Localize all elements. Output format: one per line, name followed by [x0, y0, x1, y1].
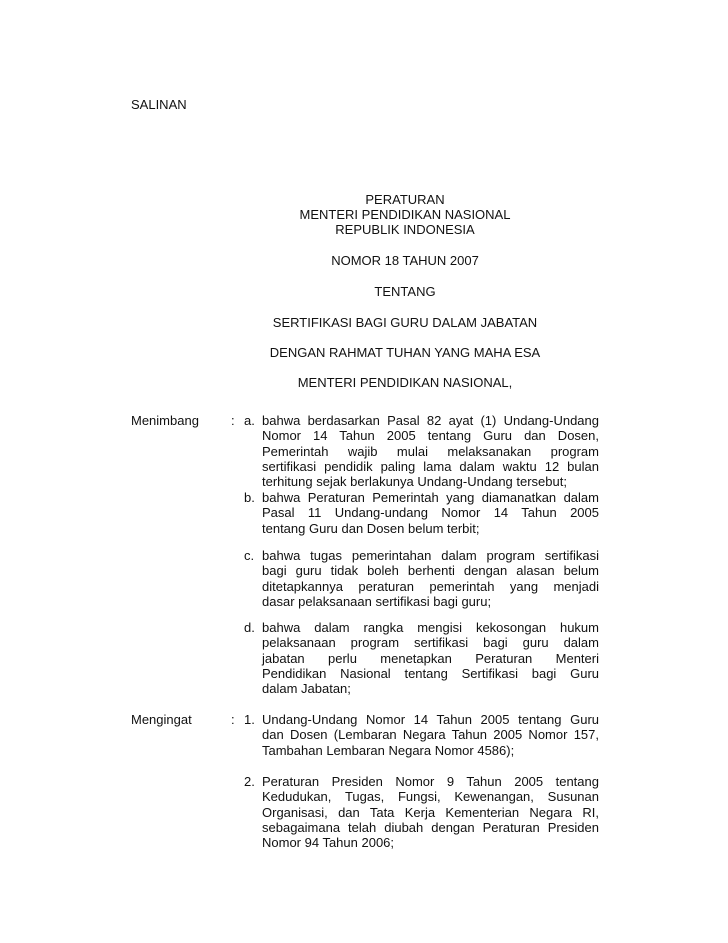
mengingat-item-2 — [262, 774, 599, 850]
text-line: dan Dosen (Lembaran Negara Tahun 2005 Nomor 157, — [262, 727, 599, 743]
text-line: Kedudukan, Tugas, Fungsi, Kewenangan, Susunan — [262, 789, 599, 805]
text-line: pelaksanaan program sertifikasi bagi guru dalam — [262, 635, 599, 651]
title-line-3: REPUBLIK INDONESIA — [335, 222, 475, 237]
menimbang-item-d — [262, 620, 599, 696]
text-line: bahwa tugas pemerintahan dalam program sertifikasi — [262, 548, 599, 563]
text-line: Pemerintah wajib mulai melaksanakan program — [262, 443, 599, 459]
text-line: dasar pelaksanaan sertifikasi bagi guru; — [262, 593, 492, 609]
menimbang-item-b — [262, 490, 599, 536]
text-line: tentang Guru dan Dosen belum terbit; — [262, 520, 480, 536]
regulation-number: NOMOR 18 TAHUN 2007 — [331, 253, 479, 268]
menimbang-item-c — [262, 548, 599, 609]
text-line: Peraturan Presiden Nomor 9 Tahun 2005 tentang — [262, 774, 599, 789]
menimbang-marker-b: b. — [244, 490, 255, 505]
mengingat-label: Mengingat — [131, 712, 192, 727]
menimbang-marker-d: d. — [244, 620, 255, 635]
text-line: jabatan perlu menetapkan Peraturan Menteri — [262, 650, 599, 666]
text-line: bagi guru tidak boleh berhenti dengan alasan belum — [262, 563, 599, 579]
copy-stamp: SALINAN — [131, 97, 187, 112]
text-line: terhitung sejak berlakunya Undang-Undang tersebut; — [262, 474, 567, 490]
text-line: bahwa berdasarkan Pasal 82 ayat (1) Undang-Undang — [262, 413, 599, 428]
regulation-subject: SERTIFIKASI BAGI GURU DALAM JABATAN — [272, 315, 538, 330]
text-line: Organisasi, dan Tata Kerja Kementerian Negara RI, — [262, 804, 599, 820]
text-line: dalam Jabatan; — [262, 681, 351, 697]
menimbang-marker-a: a. — [244, 413, 255, 428]
text-line: ditetapkannya peraturan pemerintah yang menjadi — [262, 578, 599, 594]
blessing-line: DENGAN RAHMAT TUHAN YANG MAHA ESA — [269, 345, 541, 360]
text-line: bahwa dalam rangka mengisi kekosongan hukum — [262, 620, 599, 635]
text-line: bahwa Peraturan Pemerintah yang diamanatkan dalam — [262, 490, 599, 505]
text-line: Nomor 94 Tahun 2006; — [262, 835, 395, 851]
menimbang-item-a — [262, 413, 599, 489]
text-line: Pasal 11 Undang-undang Nomor 14 Tahun 2005 — [262, 505, 599, 521]
title-line-2: MENTERI PENDIDIKAN NASIONAL — [299, 207, 511, 222]
menimbang-label: Menimbang — [131, 413, 199, 428]
menimbang-marker-c: c. — [244, 548, 255, 563]
text-line: Tambahan Lembaran Negara Nomor 4586); — [262, 742, 515, 758]
text-line: Nomor 14 Tahun 2005 tentang Guru dan Dosen, — [262, 428, 599, 444]
text-line: Pendidikan Nasional tentang Sertifikasi bagi Guru — [262, 665, 599, 681]
text-line: Undang-Undang Nomor 14 Tahun 2005 tentang Guru — [262, 712, 599, 727]
issuer-line: MENTERI PENDIDIKAN NASIONAL, — [297, 375, 513, 390]
text-line: sertifikasi pendidik paling lama dalam waktu 12 bulan — [262, 458, 599, 474]
text-line: sebagaimana telah diubah dengan Peraturan Presiden — [262, 819, 599, 835]
about-heading: TENTANG — [374, 284, 436, 299]
mengingat-item-1 — [262, 712, 599, 758]
menimbang-colon: : — [231, 413, 235, 428]
mengingat-marker-1: 1. — [244, 712, 255, 727]
mengingat-colon: : — [231, 712, 235, 727]
title-line-1: PERATURAN — [365, 192, 445, 207]
mengingat-marker-2: 2. — [244, 774, 255, 789]
